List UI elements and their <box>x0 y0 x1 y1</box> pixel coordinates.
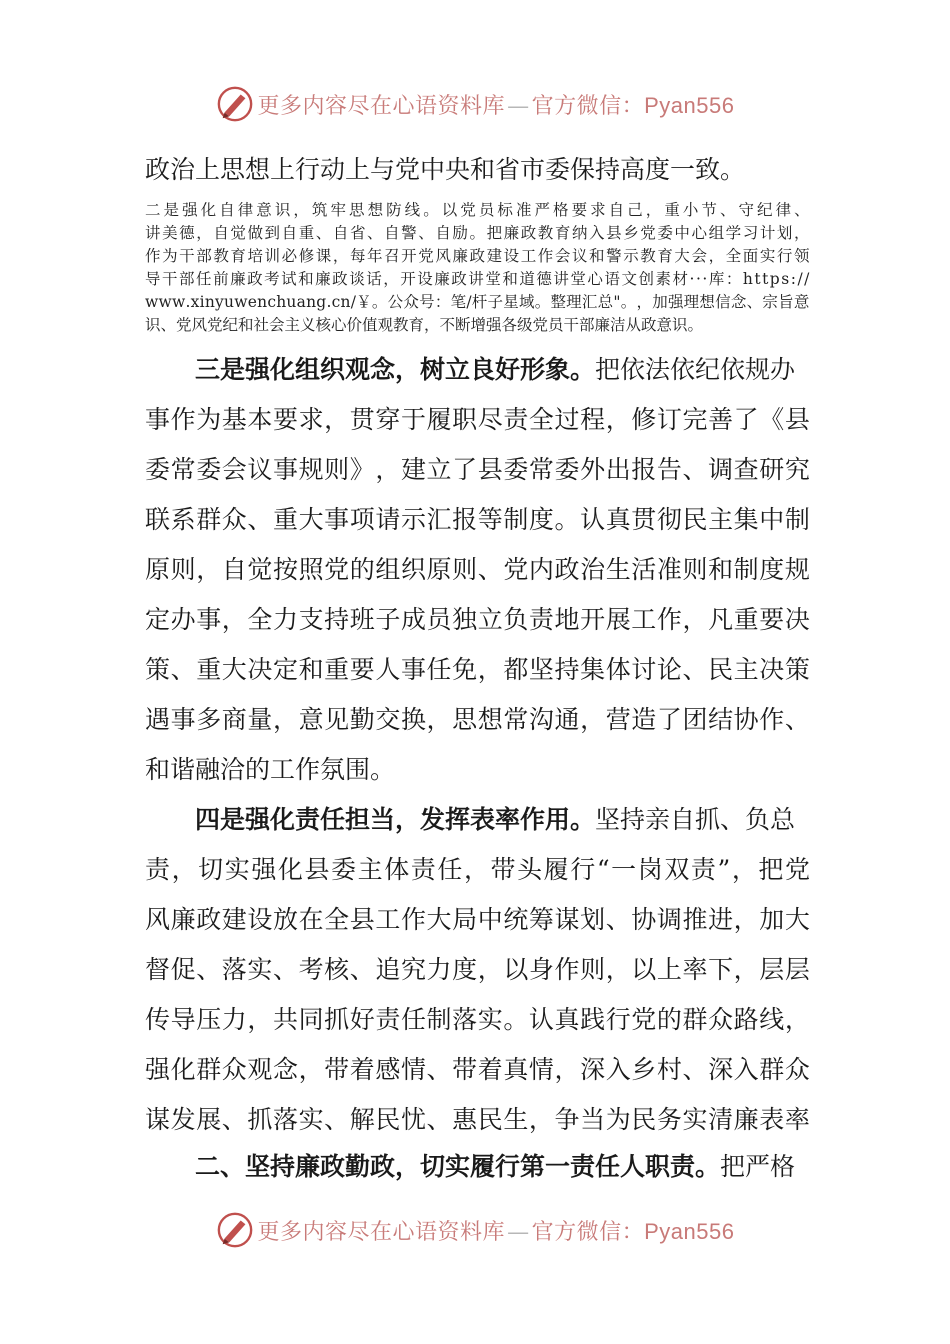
para3-first-rest: 把依法依纪依规办 <box>595 355 796 384</box>
para4-heading: 四是强化责任担当，发挥表率作用。 <box>195 805 596 834</box>
banner-separator: — <box>507 93 530 119</box>
section2-line <box>195 1142 810 1192</box>
footer-banner <box>0 1210 950 1250</box>
banner-text <box>258 1215 735 1246</box>
banner-wechat-label: 官方微信： <box>531 93 645 119</box>
banner-separator: — <box>507 1219 530 1245</box>
section2-heading: 二、坚持廉政勤政，切实履行第一责任人职责。 <box>195 1152 721 1181</box>
pen-logo-icon <box>216 1211 254 1249</box>
small-para-line: 二 是 强 化 自 律 意 识 ， 筑 牢 思 想 防 线 。 以 党 员 标 准 严 格 要 求 自 己 ， 重 小 节 、 守 纪 律 、 <box>145 201 810 219</box>
para3-line: 策 、 重 大 决 定 和 重 要 人 事 任 免 ， 都 坚 持 集 体 讨 论 、 民 主 决 策 <box>145 655 810 684</box>
section2-rest: 把严格 <box>720 1152 796 1181</box>
header-banner <box>0 84 950 124</box>
banner-title: 更多内容尽在心语资料库 <box>257 93 506 119</box>
small-para-line: 识、党风党纪和社会主义核心价值观教育，不断增强各级党员干部廉洁从政意识。 <box>145 316 704 334</box>
para4-line: 督 促 、 落 实 、 考 核 、 追 究 力 度 ， 以 身 作 则 ， 以 上 率 下 ， 层 层 <box>145 955 810 984</box>
para4-first-line <box>195 795 810 845</box>
banner-wechat-id: Pyan556 <box>644 92 735 118</box>
banner-text <box>258 89 735 120</box>
para3-line: 联 系 群 众 、 重 大 事 项 请 示 汇 报 等 制 度 。 认 真 贯 彻 民 主 集 中 制 <box>145 505 810 534</box>
para3-line: 定 办 事 ， 全 力 支 持 班 子 成 员 独 立 负 责 地 开 展 工 作 ， 凡 重 要 决 <box>145 605 810 634</box>
small-para-line: w w w . x i n y u w e n c h u a n g . c n / ￥ 。 公 众 号 ： 笔 / 杆 子 星 域 。 整 理 汇 总 " 。 ， 加 强 理 想 信 念 、 宗 旨 意 <box>145 293 810 311</box>
banner-wechat-label: 官方微信： <box>531 1219 645 1245</box>
pen-logo-icon <box>216 85 254 123</box>
para3-line: 遇 事 多 商 量 ， 意 见 勤 交 换 ， 思 想 常 沟 通 ， 营 造 了 团 结 协 作 、 <box>145 705 810 734</box>
para3-heading: 三是强化组织观念，树立良好形象。 <box>195 355 596 384</box>
text-line-top: 政治上思想上行动上与党中央和省市委保持高度一致。 <box>145 155 746 184</box>
para3-first-line <box>195 345 810 395</box>
para4-first-rest: 坚持亲自抓、负总 <box>595 805 796 834</box>
para4-line: 强 化 群 众 观 念 ， 带 着 感 情 、 带 着 真 情 ， 深 入 乡 村 、 深 入 群 众 <box>145 1055 810 1084</box>
para4-line: 传 导 压 力 ， 共 同 抓 好 责 任 制 落 实 。 认 真 践 行 党 的 群 众 路 线 ， <box>145 1005 810 1034</box>
para4-line: 谋 发 展 、 抓 落 实 、 解 民 忧 、 惠 民 生 ， 争 当 为 民 务 实 清 廉 表 率 <box>145 1105 810 1134</box>
small-para-line: 导 干 部 任 前 廉 政 考 试 和 廉 政 谈 话 ， 开 设 廉 政 讲 堂 和 道 德 讲 堂 心 语 文 创 素 材 · · · 库 ： h t t p s : / / <box>145 270 810 288</box>
para4-line: 风 廉 政 建 设 放 在 全 县 工 作 大 局 中 统 筹 谋 划 、 协 调 推 进 ， 加 大 <box>145 905 810 934</box>
small-para-line: 作 为 干 部 教 育 培 训 必 修 课 ， 每 年 召 开 党 风 廉 政 建 设 工 作 会 议 和 警 示 教 育 大 会 ， 全 面 实 行 领 <box>145 247 810 265</box>
para3-line: 和谐融洽的工作氛围。 <box>145 755 396 784</box>
para3-line: 委 常 委 会 议 事 规 则 》 ， 建 立 了 县 委 常 委 外 出 报 告 、 调 查 研 究 <box>145 455 810 484</box>
para3-line: 原 则 ， 自 觉 按 照 党 的 组 织 原 则 、 党 内 政 治 生 活 准 则 和 制 度 规 <box>145 555 810 584</box>
para3-line: 事 作 为 基 本 要 求 ， 贯 穿 于 履 职 尽 责 全 过 程 ， 修 订 完 善 了 《 县 <box>145 405 810 434</box>
banner-wechat-id: Pyan556 <box>644 1218 735 1244</box>
para4-line: 责 ， 切 实 强 化 县 委 主 体 责 任 ， 带 头 履 行 “ 一 岗 双 责 ” ， 把 党 <box>145 855 810 884</box>
banner-title: 更多内容尽在心语资料库 <box>257 1219 506 1245</box>
small-para-line: 讲 美 德 ， 自 觉 做 到 自 重 、 自 省 、 自 警 、 自 励 。 把 廉 政 教 育 纳 入 县 乡 党 委 中 心 组 学 习 计 划 ， <box>145 224 810 242</box>
